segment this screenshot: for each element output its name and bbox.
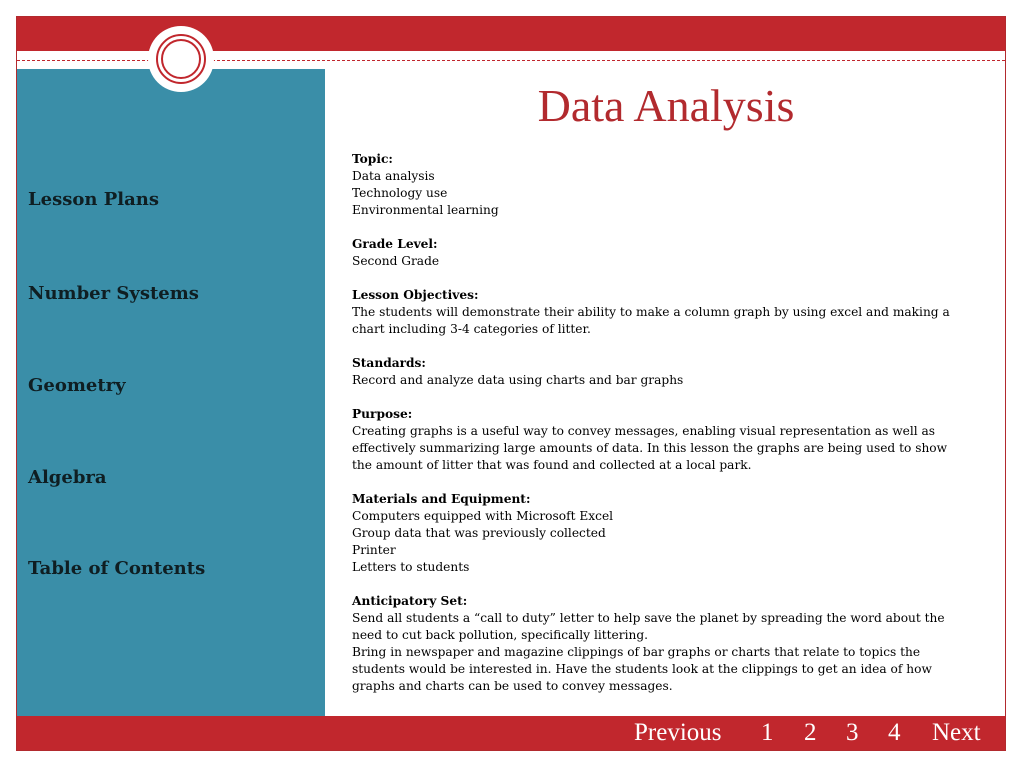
section-standards (352, 355, 967, 389)
section-line: Environmental learning (352, 203, 499, 217)
section-anticipatory-set (352, 593, 967, 695)
section-line: Group data that was previously collected (352, 526, 606, 540)
sidebar-item-number-systems[interactable]: Number Systems (28, 283, 199, 304)
section-heading: Purpose: (352, 407, 413, 421)
section-materials (352, 491, 967, 576)
next-link[interactable]: Next (932, 719, 981, 746)
section-heading: Standards: (352, 356, 426, 370)
bottom-navigation-bar (17, 716, 1005, 750)
section-line: The students will demonstrate their ability to make a column graph by using excel and making a chart including 3-4 categories of litter. (352, 305, 950, 336)
sidebar-item-table-of-contents[interactable]: Table of Contents (28, 558, 206, 579)
slide (16, 16, 1006, 751)
page-link-2[interactable]: 2 (804, 719, 817, 746)
section-line: Letters to students (352, 560, 470, 574)
previous-link[interactable]: Previous (634, 719, 722, 746)
section-grade-level (352, 236, 967, 270)
section-topic (352, 151, 967, 219)
section-line: Bring in newspaper and magazine clippings of bar graphs or charts that relate to topics the students would be interested in. Have the students look at the clippings to get an idea of how graphs and charts can be used to convey messages. (352, 645, 932, 693)
circle-emblem-icon (148, 26, 214, 92)
page-title: Data Analysis (537, 80, 795, 131)
section-line: Data analysis (352, 169, 435, 183)
section-line: Second Grade (352, 254, 440, 268)
section-line: Printer (352, 543, 396, 557)
sidebar-item-lesson-plans[interactable]: Lesson Plans (28, 189, 159, 210)
lesson-content (352, 151, 967, 712)
sidebar-item-algebra[interactable]: Algebra (28, 467, 107, 488)
section-heading: Anticipatory Set: (352, 594, 468, 608)
section-line: Send all students a “call to duty” letter to help save the planet by spreading the word about the need to cut back pollution, specifically littering. (352, 611, 945, 642)
section-heading: Topic: (352, 152, 393, 166)
section-line: Technology use (352, 186, 448, 200)
page-link-3[interactable]: 3 (846, 719, 859, 746)
section-lesson-objectives (352, 287, 967, 338)
section-heading: Lesson Objectives: (352, 288, 479, 302)
section-line: Creating graphs is a useful way to convey messages, enabling visual representation as well as effectively summarizing large amounts of data. In this lesson the graphs are being used to show the amount of litter that was found and collected at a local park. (352, 424, 948, 472)
section-line: Computers equipped with Microsoft Excel (352, 509, 614, 523)
sidebar-item-geometry[interactable]: Geometry (28, 375, 126, 396)
section-heading: Materials and Equipment: (352, 492, 531, 506)
section-line: Record and analyze data using charts and bar graphs (352, 373, 684, 387)
page-link-4[interactable]: 4 (888, 719, 901, 746)
section-purpose (352, 406, 967, 474)
page-link-1[interactable]: 1 (761, 719, 774, 746)
section-heading: Grade Level: (352, 237, 438, 251)
sidebar (17, 69, 325, 716)
